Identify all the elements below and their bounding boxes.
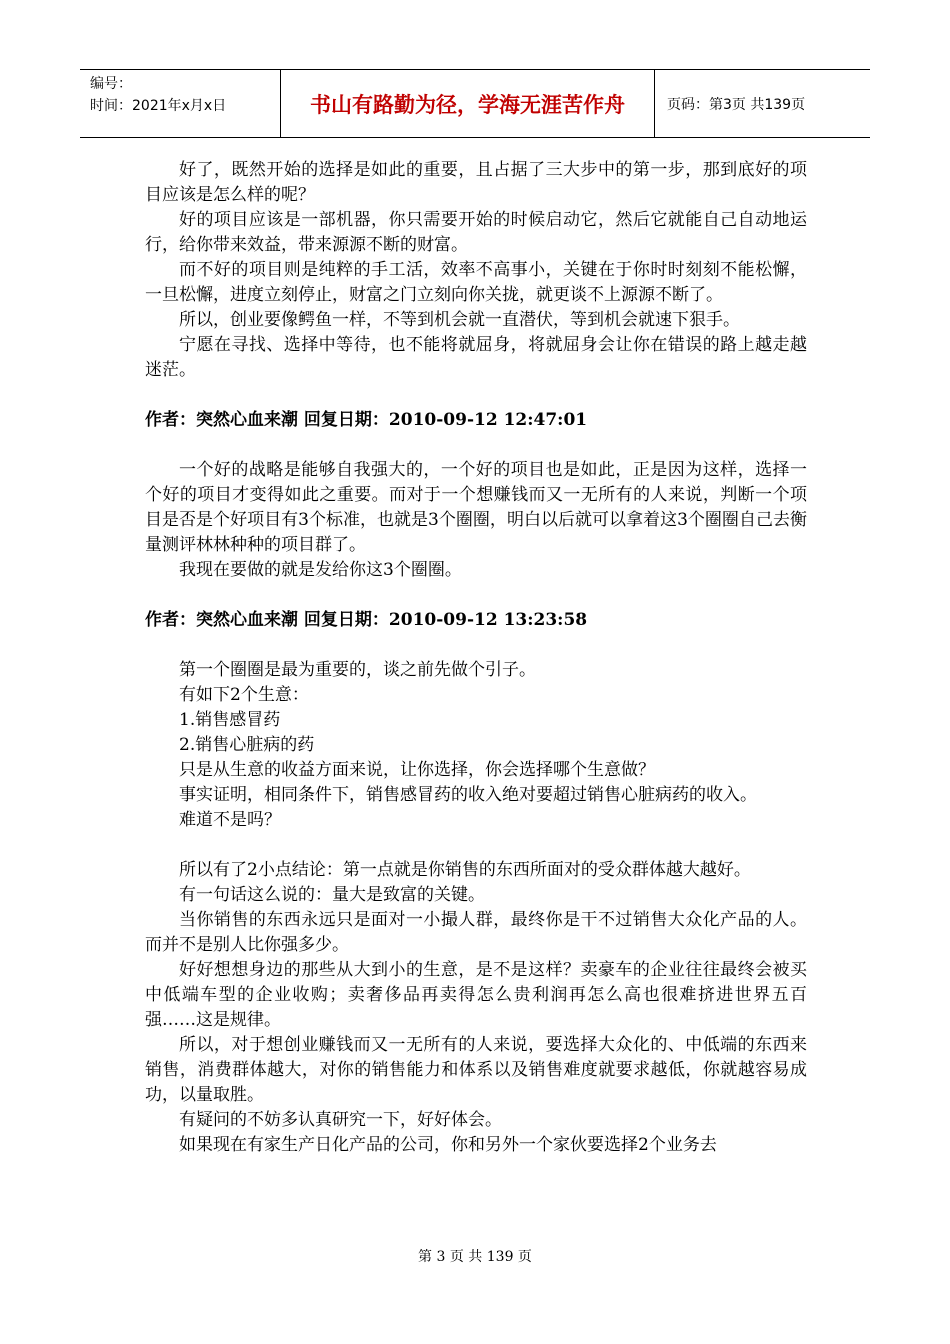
body-paragraph: 1.销售感冒药 — [179, 710, 281, 730]
body-paragraph: 所以有了2小点结论：第一点就是你销售的东西所面对的受众群体越大越好。 — [179, 860, 751, 880]
body-paragraph: 有如下2个生意： — [179, 685, 309, 705]
document-number-label: 编号： — [90, 76, 132, 92]
reply-heading: 作者：突然心血来潮 回复日期：2010-09-12 13:23:58 — [145, 610, 588, 630]
body-paragraph: 好好想想身边的那些从大到小的生意，是不是这样？卖豪车的企业往往最终会被买中低端车型的企业收购；卖奢侈品再卖得怎么贵利润再怎么高也很难挤进世界五百强……这是规律。 — [145, 960, 807, 1030]
body-paragraph: 有一句话这么说的：量大是致富的关键。 — [179, 885, 485, 905]
page-footer: 第 3 页 共 139 页 — [418, 1249, 532, 1265]
body-paragraph: 一个好的战略是能够自我强大的，一个好的项目也是如此，正是因为这样，选择一个好的项目才变得如此之重要。而对于一个想赚钱而又一无所有的人来说，判断一个项目是否是个好项目有3个标准，也就是3个圈圈，明白以后就可以拿着这3个圈圈自己去衡量测评林林种种的项目群了。 — [145, 460, 807, 555]
header-meta — [80, 70, 281, 137]
body-paragraph: 而不好的项目则是纯粹的手工活，效率不高事小，关键在于你时时刻刻不能松懈，一旦松懈，进度立刻停止，财富之门立刻向你关拢，就更谈不上源源不断了。 — [145, 260, 807, 305]
blank-line — [145, 633, 807, 658]
body-paragraph: 我现在要做的就是发给你这3个圈圈。 — [179, 560, 462, 580]
body-paragraph: 当你销售的东西永远只是面对一小撮人群，最终你是干不过销售大众化产品的人。而并不是别人比你强多少。 — [145, 910, 807, 955]
body-paragraph: 第一个圈圈是最为重要的，谈之前先做个引子。 — [179, 660, 536, 680]
body-paragraph: 所以，对于想创业赚钱而又一无所有的人来说，要选择大众化的、中低端的东西来销售，消费群体越大，对你的销售能力和体系以及销售难度就要求越低，你就越容易成功，以量取胜。 — [145, 1035, 807, 1105]
blank-line — [145, 433, 807, 458]
reply-heading: 作者：突然心血来潮 回复日期：2010-09-12 12:47:01 — [145, 410, 588, 430]
body-paragraph: 宁愿在寻找、选择中等待，也不能将就屈身，将就屈身会让你在错误的路上越走越迷茫。 — [145, 335, 807, 380]
body-paragraph: 事实证明，相同条件下，销售感冒药的收入绝对要超过销售心脏病药的收入。 — [179, 785, 757, 805]
blank-line — [145, 583, 807, 608]
header-motto: 书山有路勤为径，学海无涯苦作舟 — [281, 70, 655, 137]
blank-line — [145, 833, 807, 858]
body-paragraph: 好了，既然开始的选择是如此的重要，且占据了三大步中的第一步，那到底好的项目应该是怎么样的呢？ — [145, 160, 807, 205]
body-paragraph: 好的项目应该是一部机器，你只需要开始的时候启动它，然后它就能自己自动地运行，给你带来效益，带来源源不断的财富。 — [145, 210, 807, 255]
body-paragraph: 所以，创业要像鳄鱼一样，不等到机会就一直潜伏，等到机会就速下狠手。 — [179, 310, 740, 330]
document-body — [145, 158, 807, 1158]
body-paragraph: 如果现在有家生产日化产品的公司，你和另外一个家伙要选择2个业务去 — [179, 1135, 717, 1155]
body-paragraph: 只是从生意的收益方面来说，让你选择，你会选择哪个生意做？ — [179, 760, 655, 780]
blank-line — [145, 383, 807, 408]
page-header — [80, 69, 870, 138]
body-paragraph: 难道不是吗？ — [179, 810, 281, 830]
document-date: 时间：2021年x月x日 — [90, 98, 227, 114]
header-page-info: 页码：第3页 共139页 — [667, 96, 806, 113]
body-paragraph: 2.销售心脏病的药 — [179, 735, 315, 755]
body-paragraph: 有疑问的不妨多认真研究一下，好好体会。 — [179, 1110, 502, 1130]
